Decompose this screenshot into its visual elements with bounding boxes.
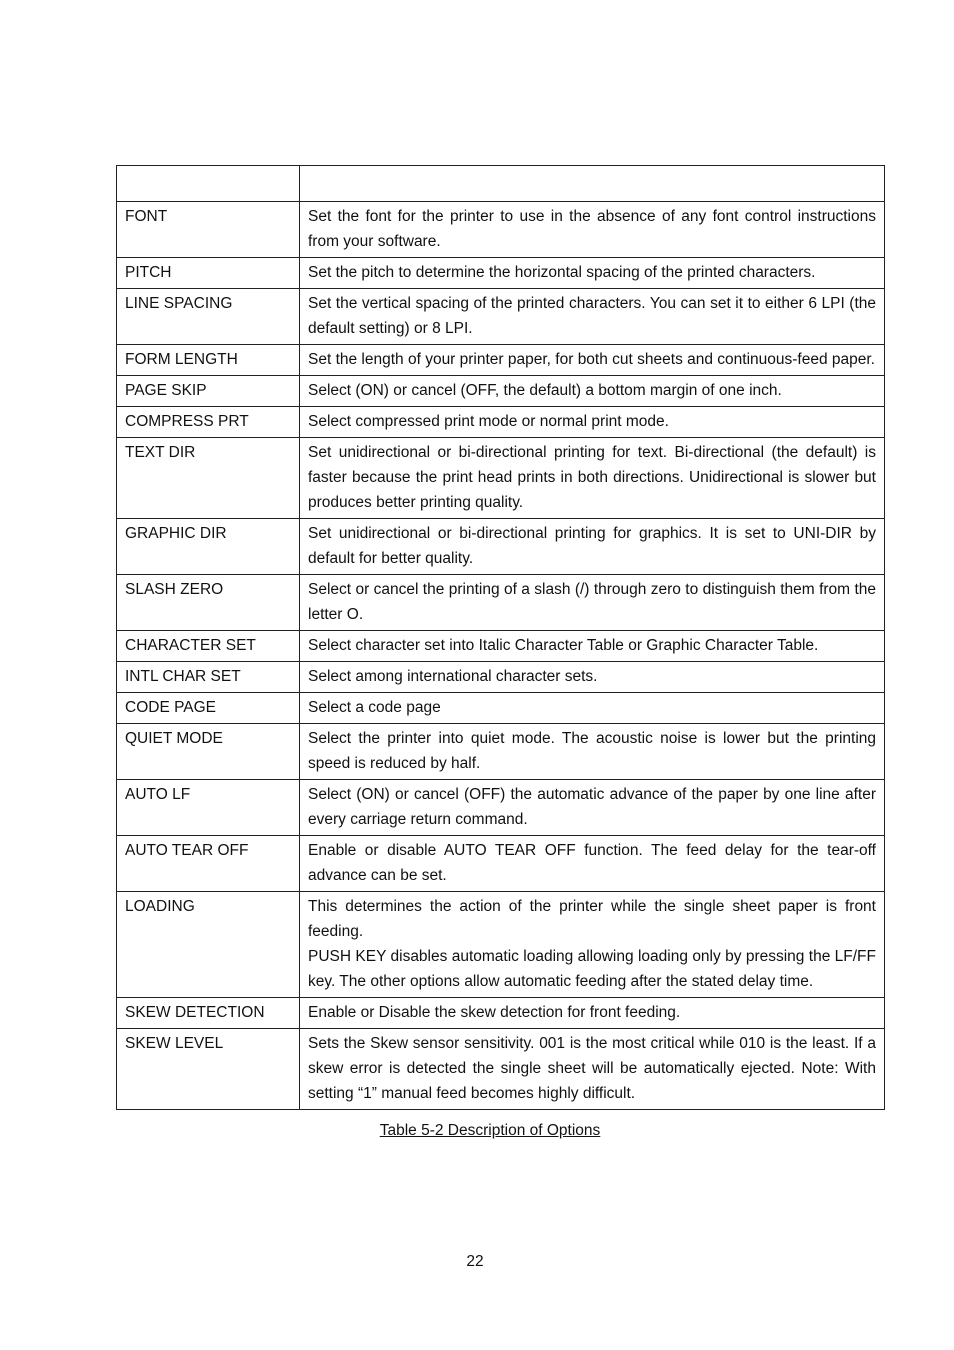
table-caption: Table 5-2 Description of Options bbox=[379, 1122, 601, 1139]
option-description-cell bbox=[300, 407, 885, 438]
option-name-cell: GRAPHIC DIR bbox=[117, 519, 300, 575]
table-row bbox=[117, 631, 885, 662]
option-name-cell: SLASH ZERO bbox=[117, 575, 300, 631]
table-row bbox=[117, 519, 885, 575]
option-description-cell bbox=[300, 289, 885, 345]
option-description-cell bbox=[300, 724, 885, 780]
table-row bbox=[117, 376, 885, 407]
option-name-cell: AUTO TEAR OFF bbox=[117, 836, 300, 892]
page-number: 22 bbox=[466, 1253, 484, 1270]
description-paragraph: Set unidirectional or bi-directional printing for text. Bi-directional (the default) is faster because the print head prints in both directions. Unidirectional is slower but produces better printing quality. bbox=[308, 444, 876, 511]
table-header-row bbox=[117, 166, 885, 202]
option-description-cell bbox=[300, 519, 885, 575]
table-row bbox=[117, 780, 885, 836]
description-paragraph: Select or cancel the printing of a slash (/) through zero to distinguish them from the letter O. bbox=[308, 581, 876, 623]
description-paragraph: Select compressed print mode or normal print mode. bbox=[308, 413, 669, 430]
header-cell-option bbox=[117, 166, 300, 202]
table-row bbox=[117, 836, 885, 892]
description-paragraph: Select (ON) or cancel (OFF) the automatic advance of the paper by one line after every carriage return command. bbox=[308, 786, 876, 828]
option-description-cell bbox=[300, 892, 885, 998]
option-name-cell: FORM LENGTH bbox=[117, 345, 300, 376]
description-paragraph: Enable or Disable the skew detection for front feeding. bbox=[308, 1004, 681, 1021]
option-name-cell: SKEW DETECTION bbox=[117, 998, 300, 1029]
description-paragraph: Select character set into Italic Character Table or Graphic Character Table. bbox=[308, 637, 819, 654]
option-description-cell bbox=[300, 202, 885, 258]
option-name-cell: LINE SPACING bbox=[117, 289, 300, 345]
option-name-cell: LOADING bbox=[117, 892, 300, 998]
table-row bbox=[117, 1029, 885, 1110]
option-name-cell: QUIET MODE bbox=[117, 724, 300, 780]
table-row bbox=[117, 693, 885, 724]
table-row bbox=[117, 202, 885, 258]
table-row bbox=[117, 438, 885, 519]
header-cell-description bbox=[300, 166, 885, 202]
options-table bbox=[116, 165, 885, 1110]
option-name-cell: FONT bbox=[117, 202, 300, 258]
option-description-cell bbox=[300, 631, 885, 662]
table-row bbox=[117, 289, 885, 345]
description-paragraph: Set unidirectional or bi-directional printing for graphics. It is set to UNI-DIR by default for better quality. bbox=[308, 525, 876, 567]
description-paragraph: This determines the action of the printer while the single sheet paper is front feeding. bbox=[308, 898, 876, 940]
table-row bbox=[117, 258, 885, 289]
option-description-cell bbox=[300, 780, 885, 836]
description-paragraph: Sets the Skew sensor sensitivity. 001 is the most critical while 010 is the least. If a skew error is detected the single sheet will be automatically ejected. Note: With setting “1” manual feed becomes highly difficult. bbox=[308, 1035, 876, 1102]
table-row bbox=[117, 998, 885, 1029]
option-description-cell bbox=[300, 376, 885, 407]
option-description-cell bbox=[300, 998, 885, 1029]
option-name-cell: COMPRESS PRT bbox=[117, 407, 300, 438]
options-table-body bbox=[117, 166, 885, 1110]
option-description-cell bbox=[300, 345, 885, 376]
option-description-cell bbox=[300, 575, 885, 631]
description-paragraph: Select the printer into quiet mode. The acoustic noise is lower but the printing speed is reduced by half. bbox=[308, 730, 876, 772]
table-row bbox=[117, 575, 885, 631]
option-description-cell bbox=[300, 258, 885, 289]
option-description-cell bbox=[300, 1029, 885, 1110]
table-row bbox=[117, 724, 885, 780]
option-description-cell bbox=[300, 438, 885, 519]
option-description-cell bbox=[300, 693, 885, 724]
option-name-cell: PITCH bbox=[117, 258, 300, 289]
option-name-cell: AUTO LF bbox=[117, 780, 300, 836]
table-row bbox=[117, 662, 885, 693]
option-name-cell: CHARACTER SET bbox=[117, 631, 300, 662]
option-name-cell: CODE PAGE bbox=[117, 693, 300, 724]
table-row bbox=[117, 407, 885, 438]
option-description-cell bbox=[300, 662, 885, 693]
option-description-cell bbox=[300, 836, 885, 892]
description-paragraph: Set the font for the printer to use in the absence of any font control instructions from your software. bbox=[308, 208, 876, 250]
description-paragraph: Enable or disable AUTO TEAR OFF function. The feed delay for the tear-off advance can be set. bbox=[308, 842, 876, 884]
description-paragraph: PUSH KEY disables automatic loading allowing loading only by pressing the LF/FF key. The other options allow automatic feeding after the stated delay time. bbox=[308, 948, 876, 990]
option-name-cell: SKEW LEVEL bbox=[117, 1029, 300, 1110]
description-paragraph: Select among international character sets. bbox=[308, 668, 598, 685]
table-row bbox=[117, 345, 885, 376]
description-paragraph: Set the pitch to determine the horizontal spacing of the printed characters. bbox=[308, 264, 816, 281]
option-name-cell: TEXT DIR bbox=[117, 438, 300, 519]
description-paragraph: Select (ON) or cancel (OFF, the default) a bottom margin of one inch. bbox=[308, 382, 782, 399]
option-name-cell: INTL CHAR SET bbox=[117, 662, 300, 693]
description-paragraph: Set the vertical spacing of the printed characters. You can set it to either 6 LPI (the default setting) or 8 LPI. bbox=[308, 295, 876, 337]
description-paragraph: Set the length of your printer paper, for both cut sheets and continuous-feed paper. bbox=[308, 351, 875, 368]
option-name-cell: PAGE SKIP bbox=[117, 376, 300, 407]
description-paragraph: Select a code page bbox=[308, 699, 441, 716]
table-row bbox=[117, 892, 885, 998]
